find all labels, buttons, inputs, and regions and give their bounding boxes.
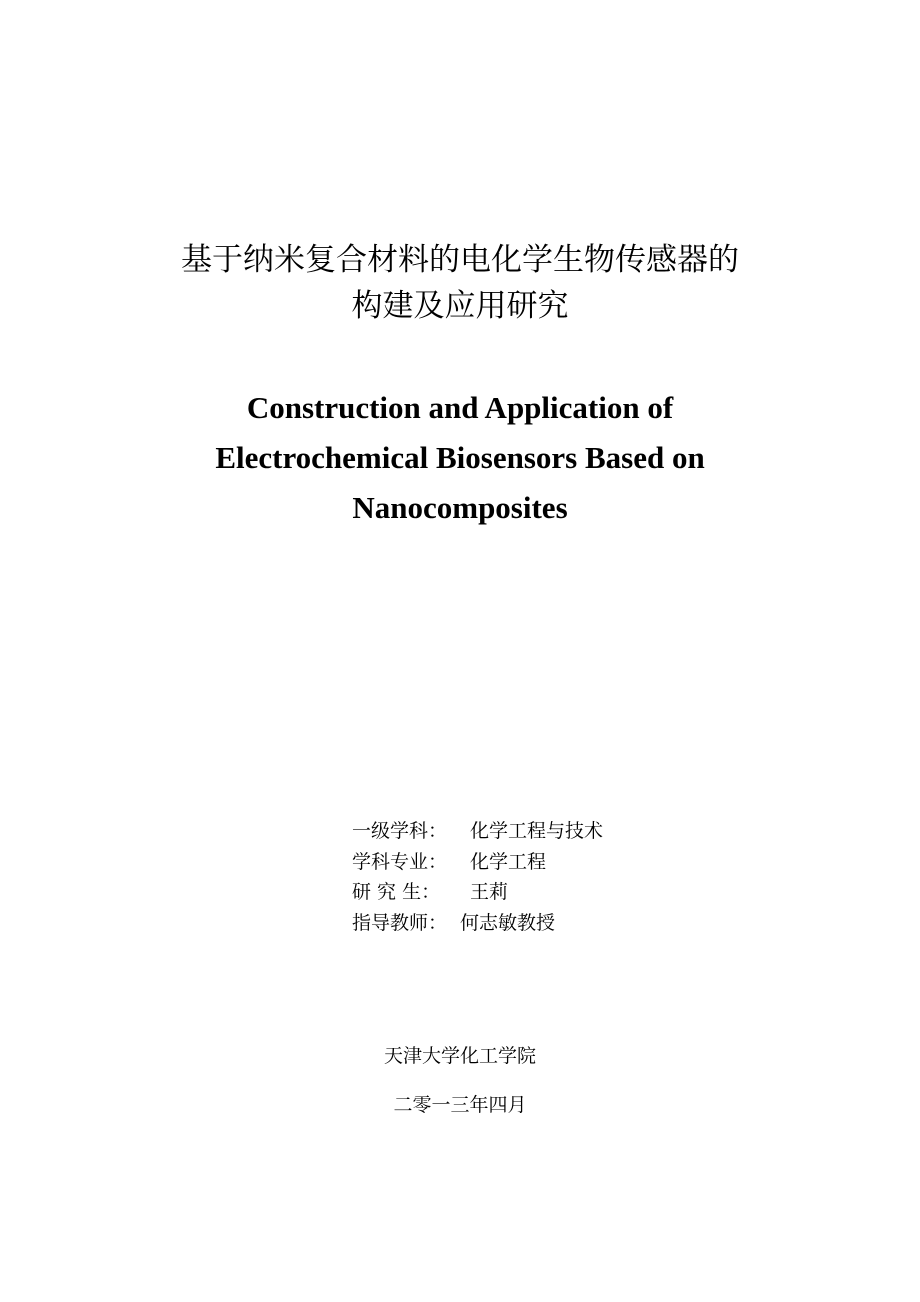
- school-name: 天津大学化工学院: [383, 1045, 536, 1067]
- student-value: 王莉: [470, 881, 509, 903]
- english-title: [0, 383, 920, 533]
- major-row: [352, 847, 603, 878]
- english-title-line-3: Nanocomposites: [352, 490, 568, 525]
- discipline-value: 化学工程与技术: [470, 820, 604, 842]
- thesis-date: 二零一三年四月: [393, 1094, 527, 1116]
- student-label: 研 究 生：: [352, 881, 441, 903]
- major-label: 学科专业：: [352, 850, 448, 873]
- chinese-title-line-1: 基于纳米复合材料的电化学生物传感器的: [181, 242, 739, 278]
- advisor-value: 何志敏教授: [460, 911, 556, 934]
- advisor-label: 指导教师：: [352, 911, 448, 934]
- discipline-label: 一级学科：: [352, 820, 448, 842]
- english-title-line-1: Construction and Application of: [246, 390, 674, 425]
- english-title-line-2: Electrochemical Biosensors Based on: [215, 440, 705, 475]
- discipline-row: [352, 816, 603, 847]
- student-row: [352, 877, 603, 908]
- major-value: 化学工程: [470, 850, 547, 873]
- thesis-info-block: [352, 816, 603, 938]
- advisor-row: [352, 908, 603, 939]
- chinese-title-line-2: 构建及应用研究: [351, 288, 569, 324]
